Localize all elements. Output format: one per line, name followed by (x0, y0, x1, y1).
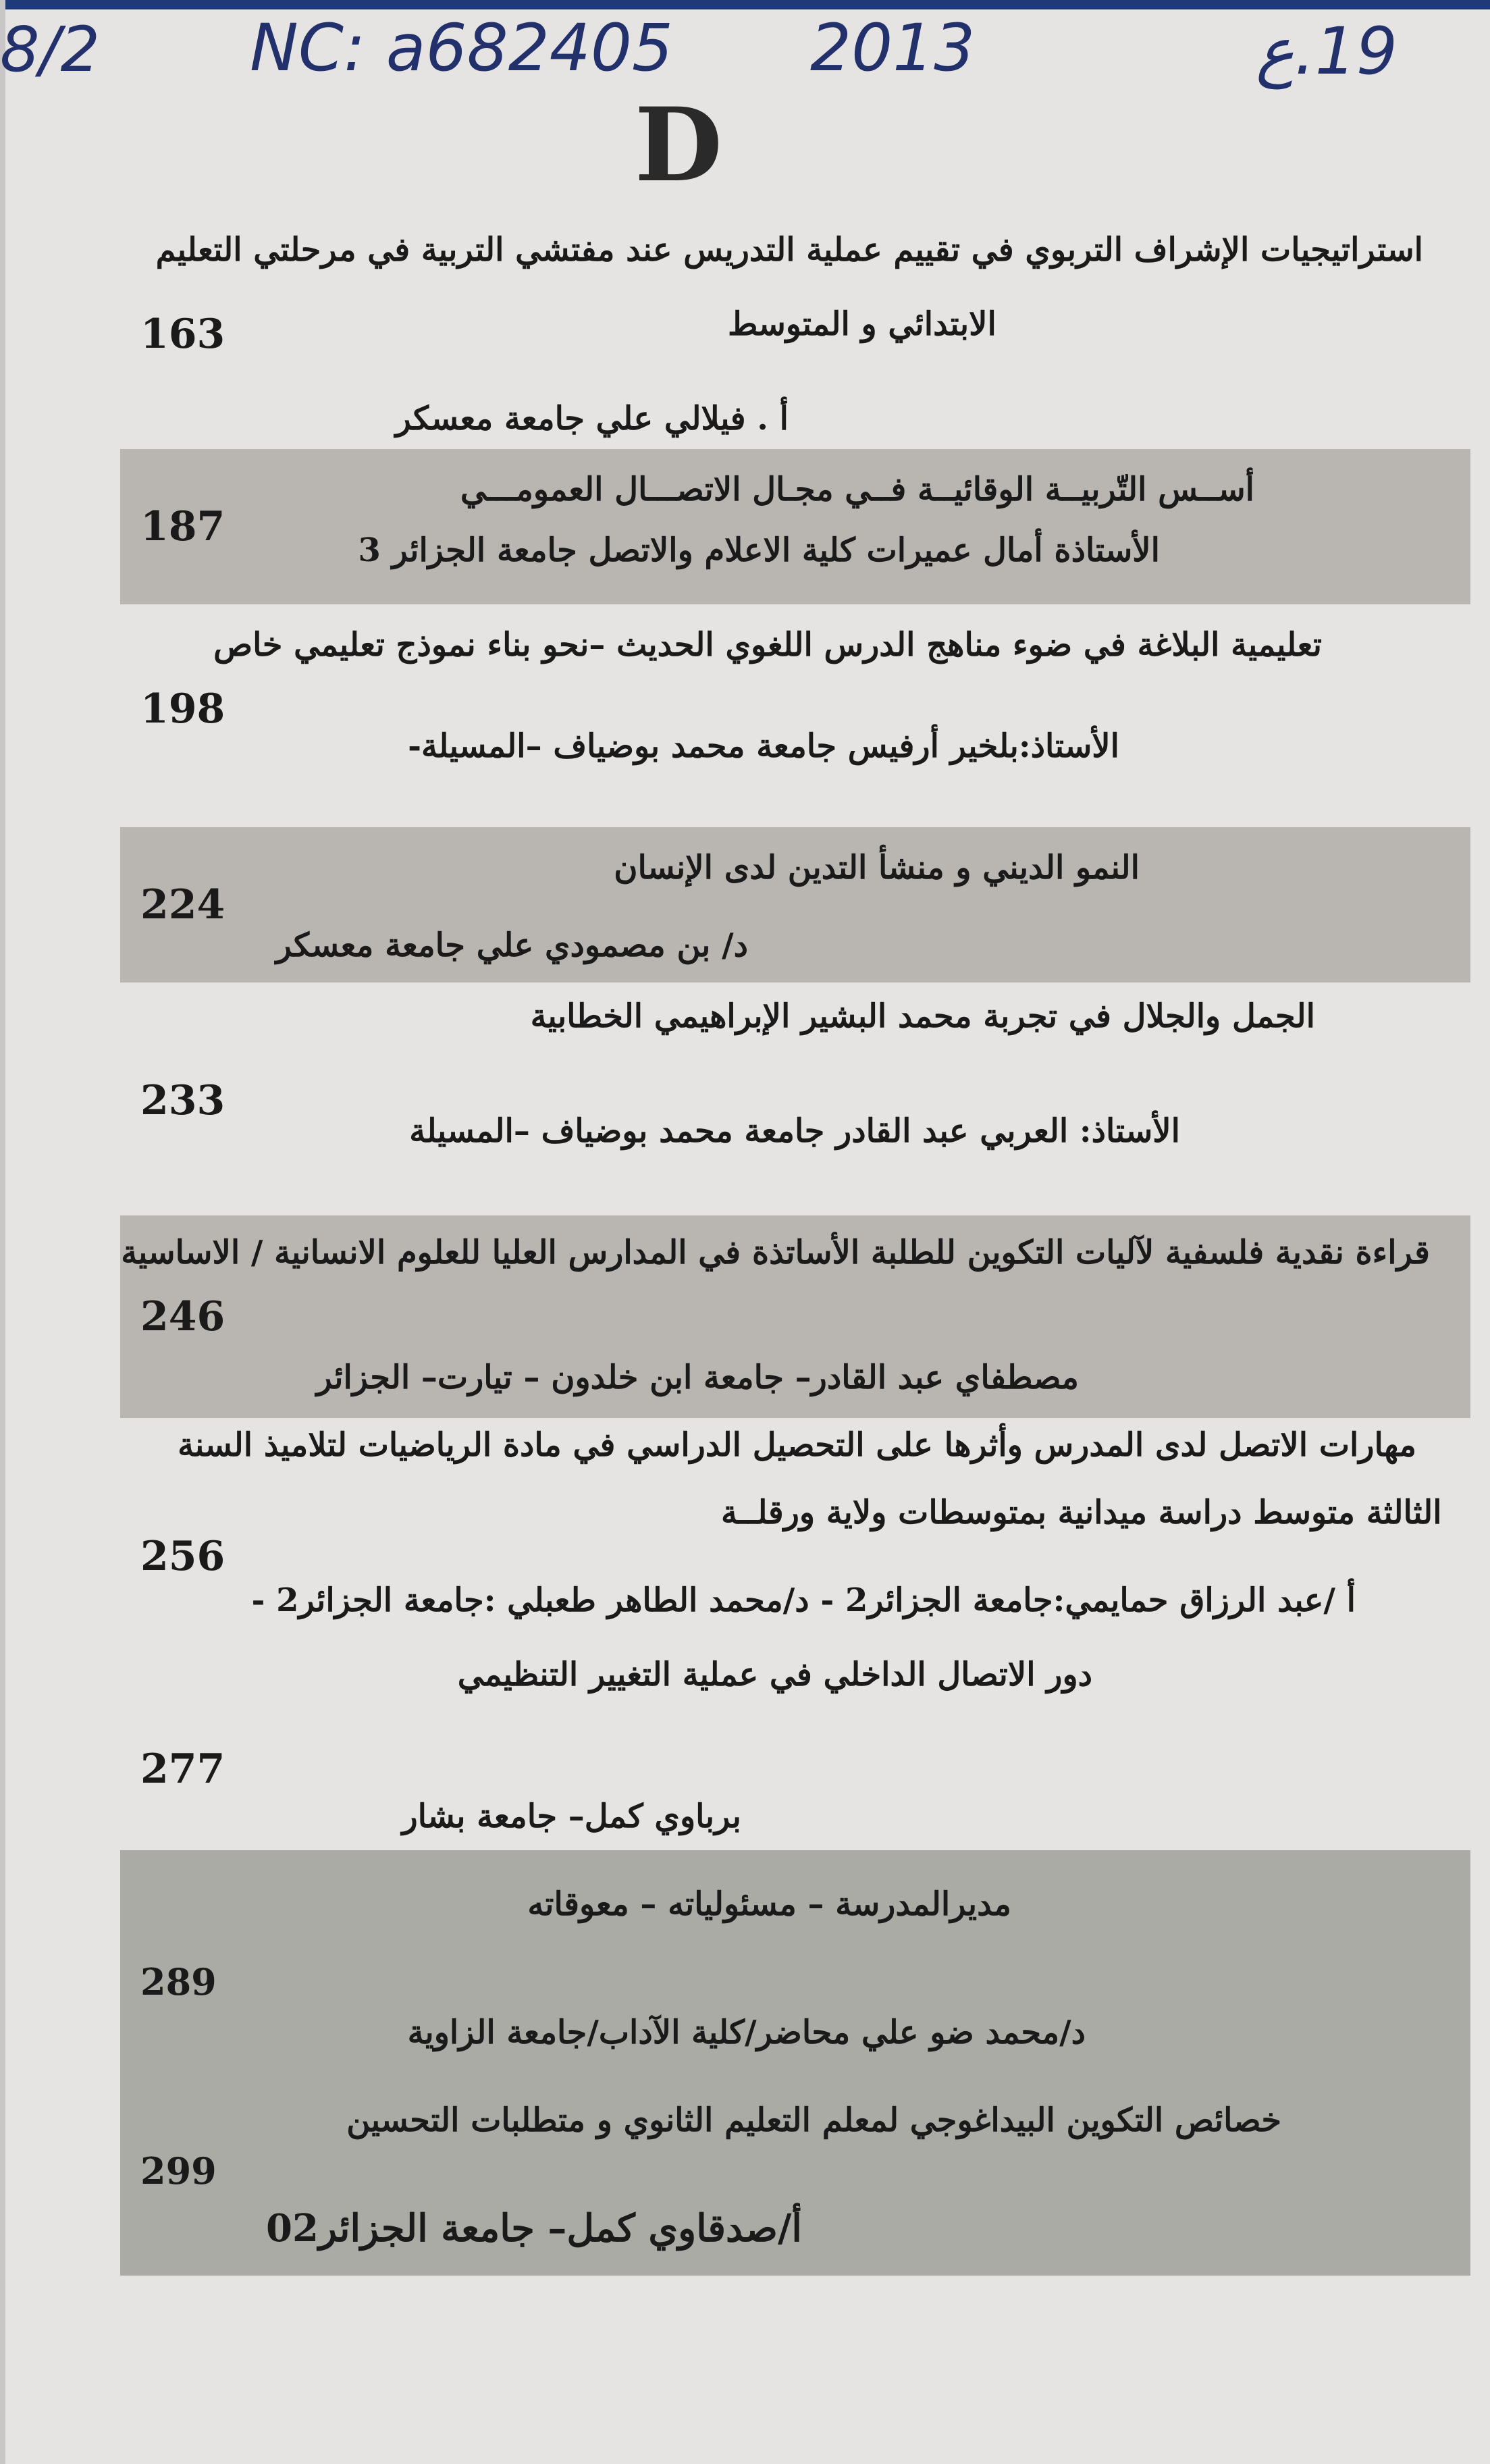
entry-page-number: 187 (140, 503, 225, 550)
handwritten-code: NC: a682405 (250, 10, 673, 86)
handwritten-year: 2013 (810, 10, 976, 86)
entry-author: برباوي كمل– جامعة بشار (402, 1798, 741, 1835)
left-page-edge (0, 0, 5, 2464)
toc-entry (120, 608, 1470, 831)
entry-title-cont: الثالثة متوسط دراسة ميدانية بمتوسطات ولاية ورقلــة (721, 1494, 1442, 1531)
entry-author: أ /عبد الرزاق حمايمي:جامعة الجزائر2 - د/محمد الطاهر طعبلي :جامعة الجزائر2 - (251, 1581, 1356, 1619)
entry-page-number: 289 (140, 1960, 217, 2003)
entry-page-number: 224 (140, 881, 225, 928)
entry-author: أ . فيلالي علي جامعة معسكر (395, 400, 789, 438)
entry-page-number: 299 (140, 2149, 217, 2193)
entry-author: الأستاذ:بلخير أرفيس جامعة محمد بوضياف –المسيلة- (408, 727, 1119, 765)
entry-title: أســس التّربيــة الوقائيــة فــي مجـال الاتصـــال العمومـــي (460, 471, 1254, 508)
entry-title: النمو الديني و منشأ التدين لدى الإنسان (614, 849, 1140, 887)
entry-title: دور الاتصال الداخلي في عملية التغيير التنظيمي (457, 1656, 1092, 1694)
entry-title-cont: الابتدائي و المتوسط (728, 305, 996, 343)
entry-title: الجمل والجلال في تجربة محمد البشير الإبراهيمي الخطابية (530, 997, 1315, 1035)
entry-page-number: 233 (140, 1077, 225, 1124)
entry-author: الأستاذ: العربي عبد القادر جامعة محمد بوضياف –المسيلة (409, 1112, 1180, 1150)
entry-author: د/محمد ضو علي محاضر/كلية الآداب/جامعة الزاوية (407, 2014, 1086, 2051)
section-letter-stamp: D (634, 86, 723, 205)
entry-author: أ/صدقاوي كمل– جامعة الجزائر02 (266, 2206, 802, 2251)
entry-title: خصائص التكوين البيداغوجي لمعلم التعليم الثانوي و متطلبات التحسين (346, 2101, 1281, 2139)
handwritten-shelf-mark: 19.ع (1256, 14, 1398, 89)
entry-title: قراءة نقدية فلسفية لآليات التكوين للطلبة الأساتذة في المدارس العليا للعلوم الانسانية / الاساسية (121, 1234, 1430, 1272)
entry-author: د/ بن مصمودي علي جامعة معسكر (275, 926, 748, 964)
toc-entry (120, 216, 1470, 452)
entry-title: استراتيجيات الإشراف التربوي في تقييم عملية التدريس عند مفتشي التربية في مرحلتي التعليم (155, 231, 1423, 269)
entry-author: الأستاذة أمال عميرات كلية الاعلام والاتصل جامعة الجزائر 3 (358, 531, 1160, 569)
toc-entry (120, 1418, 1470, 1722)
handwritten-page-ref: 8/2 (0, 14, 101, 86)
entry-title: مديرالمدرسة – مسئولياته – معوقاته (527, 1885, 1011, 1923)
toc-entry (120, 1722, 1470, 1843)
toc-entry (120, 982, 1470, 1212)
entry-page-number: 163 (140, 311, 225, 358)
entry-title: مهارات الاتصل لدى المدرس وأثرها على التحصيل الدراسي في مادة الرياضيات لتلاميذ السنة (178, 1426, 1416, 1464)
entry-author: مصطفاي عبد القادر– جامعة ابن خلدون – تيارت– الجزائر (316, 1359, 1079, 1396)
entry-page-number: 246 (140, 1293, 225, 1340)
toc-entry (120, 449, 1470, 604)
entry-page-number: 256 (140, 1533, 225, 1580)
toc-entry (120, 1850, 1470, 2276)
entry-title: تعليمية البلاغة في ضوء مناهج الدرس اللغوي الحديث –نحو بناء نموذج تعليمي خاص (213, 626, 1322, 664)
entry-page-number: 198 (140, 685, 225, 733)
entry-page-number: 277 (140, 1746, 225, 1793)
toc-entry (120, 1215, 1470, 1418)
top-edge-band (0, 0, 1490, 9)
toc-entry (120, 827, 1470, 982)
